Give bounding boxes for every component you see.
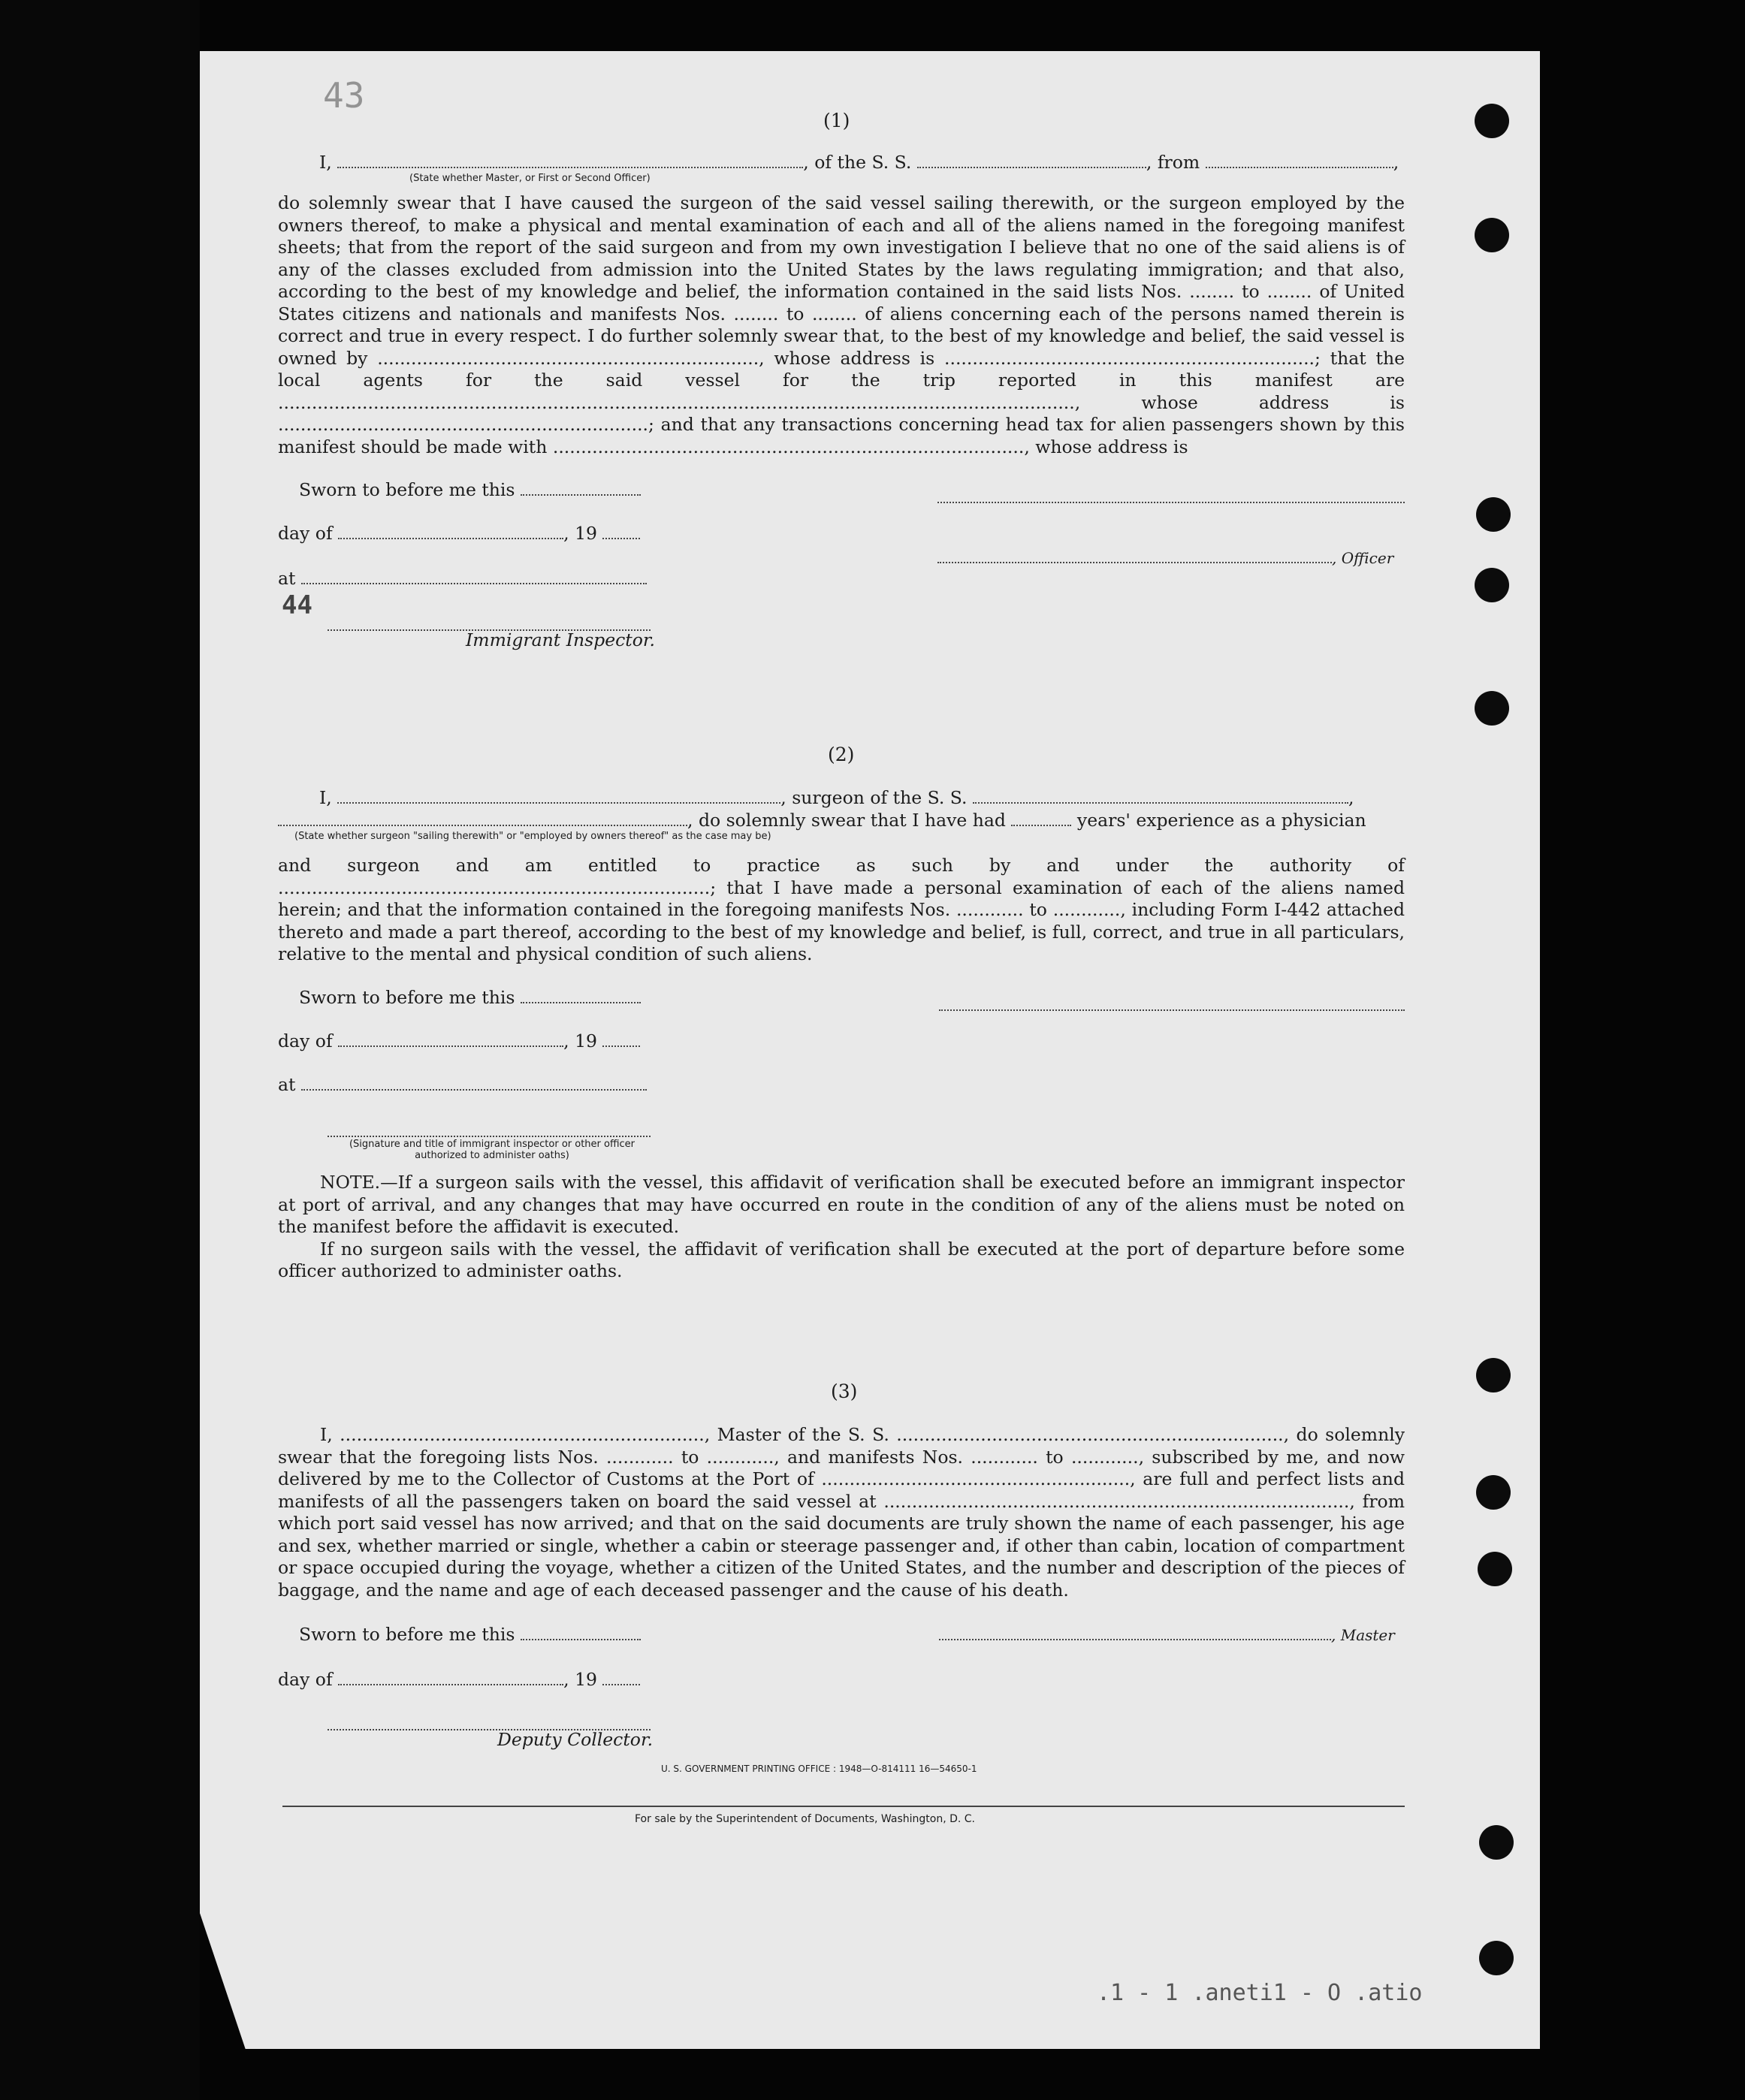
bleed-through-number: 43 [323,75,365,116]
section-2-line1: I, , surgeon of the S. S. , [319,787,1354,808]
day-of-label-2: day of [278,1030,333,1052]
punch-hole [1475,218,1509,252]
day-of-field-3[interactable] [338,1683,563,1685]
deputy-collector-label: Deputy Collector. [497,1729,654,1750]
section-1-sworn [299,479,641,500]
section-1-day-of [278,523,640,544]
label-of-ss: , of the S. S. [803,152,912,173]
section-1-header-line: I, , of the S. S. , from , [319,152,1399,173]
year-label: , 19 [563,523,597,544]
surgeon-name-field[interactable] [337,801,780,804]
sworn-label-3: Sworn to before me this [299,1624,515,1645]
section-3-day-of [278,1669,640,1690]
surgeon-caption: (State whether surgeon "sailing therewith" or "employed by owners thereof" as the case may be) [294,831,771,842]
sworn-day-field-2[interactable] [521,1001,641,1003]
surgeon-of-label: , surgeon of the S. S. [780,787,968,808]
section-2-sworn [299,987,641,1008]
label-i-2: I, [319,787,332,808]
from-field[interactable] [1206,166,1393,168]
at-field-2[interactable] [301,1088,647,1091]
note-2: If no surgeon sails with the vessel, the affidavit of verification shall be executed at the port of departure before some officer authorized to administer oaths. [278,1238,1405,1281]
gpo-imprint: U. S. GOVERNMENT PRINTING OFFICE : 1948—O-814111 16—54650-1 [661,1764,977,1774]
label-from: , from [1146,152,1200,173]
section-2-body: and surgeon and am entitled to practice as such by and under the authority of .............................................................................; that I have made a personal examination of each of the aliens named herein; and that the information contained in the foregoing manifests Nos. ............ to ............, including Form I-442 attached thereto and made a part thereof, according to the best of my knowledge and belief, is full, correct, and true in all particulars, relative to the mental and physical condition of such aliens. [278,855,1405,964]
at-label: at [278,568,296,589]
surgeon-status-field[interactable] [278,824,687,826]
scan-left-border [0,0,200,2100]
sworn-day-field-3[interactable] [521,1638,641,1640]
punch-hole [1475,691,1509,726]
officer-label: , Officer [1332,549,1394,567]
year-field-3[interactable] [602,1683,640,1685]
section-3-master-line [939,1624,1395,1645]
section-2-number: (2) [828,744,855,765]
officer-signature-field[interactable] [937,561,1332,563]
day-of-field[interactable] [338,537,563,539]
sworn-day-field[interactable] [521,493,641,496]
immigrant-inspector-label: Immigrant Inspector. [466,629,656,650]
section-2-day-of [278,1030,640,1052]
section-3-body: I, ................................................................., Master of the S. S. ....................................................................., do solemnly swear that the foregoing lists Nos. ............ to ............, and manifests Nos. ............ to ............, subscribed by me, and now delivered by me to the Collector of Customs at the Port of ......................................................., are full and perfect lists and manifests of all the passengers taken on board the said vessel at ..................................................................................., from which port said vessel has now arrived; and that on the said documents are truly shown the name of each passenger, his age and sex, whether married or single, whether a cabin or steerage passenger and, if other than cabin, location of compartment or space occupied during the voyage, whether a citizen of the United States, and the number and description of the pieces of baggage, and the name and age of each deceased passenger and the cause of his death. [278,1424,1405,1601]
section-1-signature-line[interactable] [937,487,1405,508]
punch-hole [1478,1552,1512,1586]
master-signature-field[interactable] [939,1638,1331,1640]
day-of-label: day of [278,523,333,544]
year-label-2: , 19 [563,1030,597,1052]
year-label-3: , 19 [563,1669,597,1690]
section-3-sworn [299,1624,641,1645]
sworn-label: Sworn to before me this [299,479,515,500]
at-label-2: at [278,1074,296,1095]
master-label: , Master [1331,1626,1395,1644]
punch-hole [1479,1825,1514,1860]
punch-hole [1476,1475,1511,1510]
section-1-at [278,568,647,589]
sale-notice: For sale by the Superintendent of Documents, Washington, D. C. [635,1813,976,1825]
swear-label: , do solemnly swear that I have had [687,810,1006,831]
punch-hole [1476,1358,1511,1392]
note-paragraph [278,1172,1405,1283]
years-label: years' experience as a physician [1076,810,1366,831]
footer-rule [282,1806,1405,1807]
surgeon-vessel-field[interactable] [973,801,1348,804]
punch-hole [1475,568,1509,602]
label-i: I, [319,152,332,173]
years-field[interactable] [1011,824,1071,826]
signature-caption: (Signature and title of immigrant inspector or other officer authorized to administer oaths) [349,1139,636,1161]
day-of-label-3: day of [278,1669,333,1690]
year-field-2[interactable] [602,1045,640,1047]
punch-hole [1475,104,1509,138]
mirrored-bleed-text: .1 - 1 .aneti1 - O .atio [1097,1980,1423,2006]
year-field[interactable] [602,537,640,539]
handwritten-mark: 44 [282,590,312,620]
section-3-number: (3) [831,1380,858,1402]
section-2-signature-line[interactable] [939,994,1405,1015]
sworn-label-2: Sworn to before me this [299,987,515,1008]
section-1-number: (1) [823,110,850,131]
officer-caption: (State whether Master, or First or Second Officer) [409,173,651,184]
note-1: NOTE.—If a surgeon sails with the vessel, this affidavit of verification shall be executed before an immigrant inspector at port of arrival, and any changes that may have occurred en route in the condition of any of the aliens must be noted on the manifest before the affidavit is executed. [278,1172,1405,1237]
at-field[interactable] [301,582,647,584]
day-of-field-2[interactable] [338,1045,563,1047]
punch-hole [1476,497,1511,532]
section-1-body: do solemnly swear that I have caused the surgeon of the said vessel sailing therewith, or the surgeon employed by the owners thereof, to make a physical and mental examination of each and all of the aliens named in the foregoing manifest sheets; that from the report of the said surgeon and from my own investigation I believe that no one of the said aliens is of any of the classes excluded from admission into the United States by the laws regulating immigration; and that also, according to the best of my knowledge and belief, the information contained in the said lists Nos. ........ to ........ of United States citizens and nationals and manifests Nos. ........ to ........ of aliens concerning each of the persons named therein is correct and true in every respect. I do further solemnly swear that, to the best of my knowledge and belief, the said vessel is owned by ...................................................................., whose address is ..................................................................; that the local agents for the said vessel for the trip reported in this manifest are .............................................................................................................................................., whose address is ..................................................................; and that any transactions concerning head tax for alien passengers shown by this manifest should be made with ...................................................................................., whose address is [278,192,1405,457]
section-2-at [278,1074,647,1095]
section-1-officer-line [937,547,1393,568]
section-2-line2 [278,810,1366,831]
punch-hole [1479,1941,1514,1975]
vessel-field[interactable] [917,166,1146,168]
officer-field[interactable] [337,166,803,168]
